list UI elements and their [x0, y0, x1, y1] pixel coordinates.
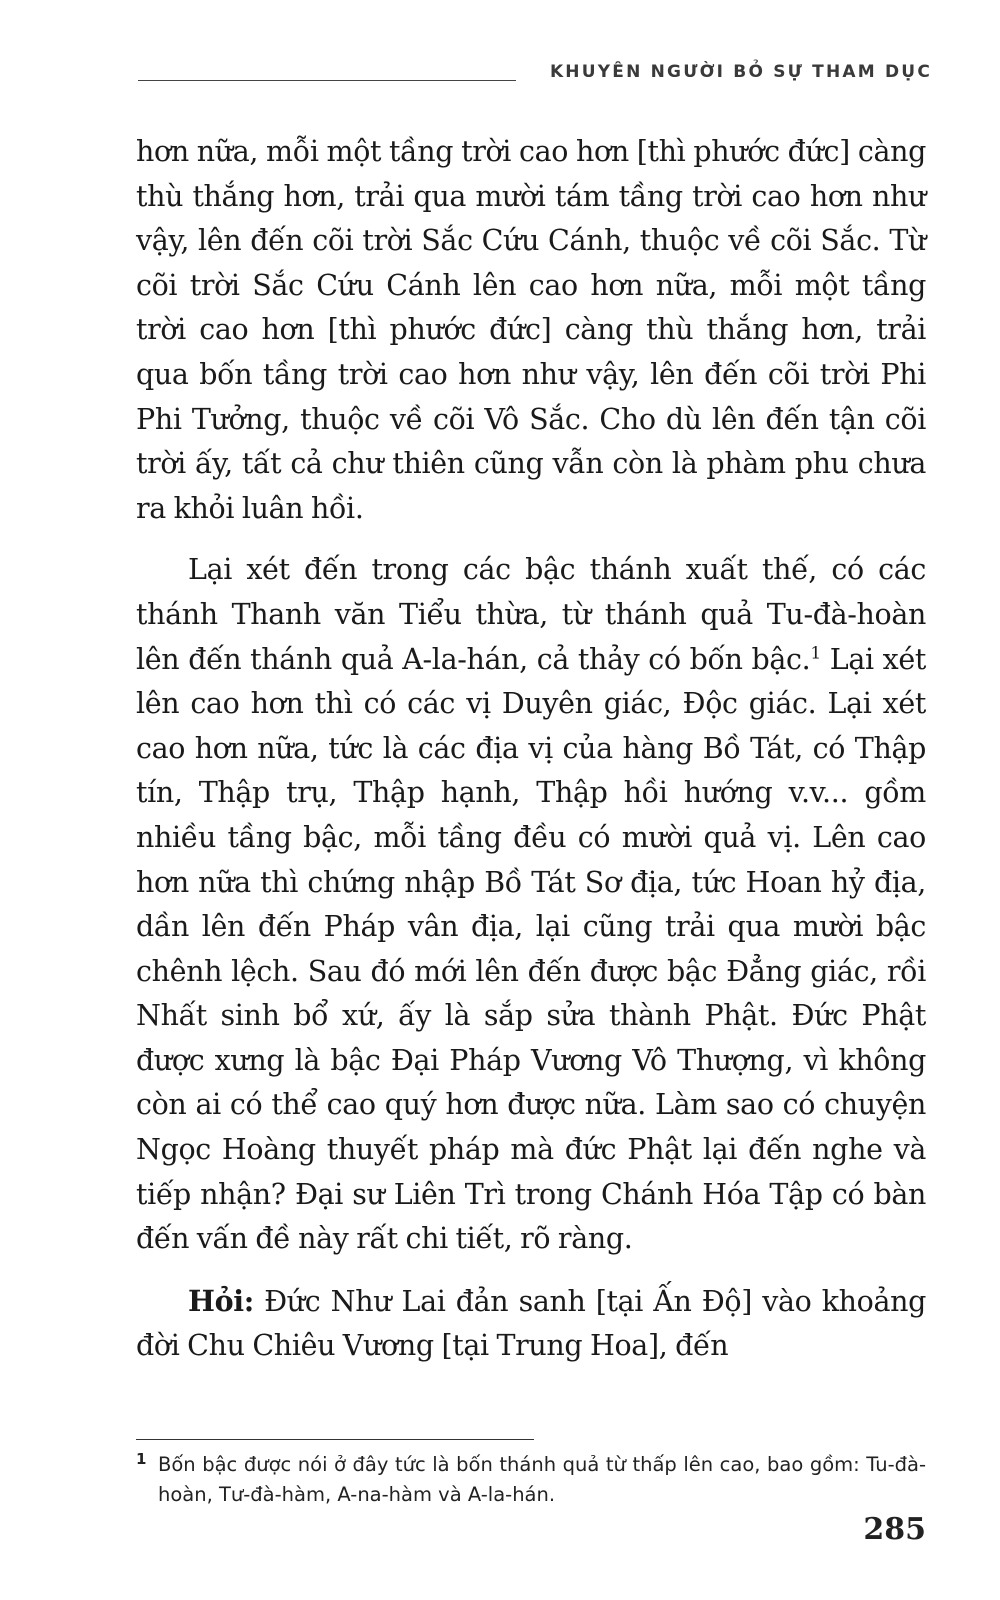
footnote-rule: [136, 1439, 534, 1440]
body-text: [136, 130, 926, 1369]
footnote-reference[interactable]: 1: [810, 643, 821, 664]
page-number: 285: [863, 1512, 926, 1547]
question-label: Hỏi:: [188, 1283, 254, 1318]
header-title: KHUYÊN NGƯỜI BỎ SỰ THAM DỤC: [549, 62, 932, 82]
footnote-text: Bốn bậc được nói ở đây tức là bốn thánh quả từ thấp lên cao, bao gồm: Tu-đà-hoàn, Tư-đà-hàm, A-na-hàm và A-la-hán.: [158, 1453, 926, 1506]
header-rule: [138, 80, 516, 81]
paragraph-1: hơn nữa, mỗi một tầng trời cao hơn [thì phước đức] càng thù thắng hơn, trải qua mười tám tầng trời cao hơn như vậy, lên đến cõi trời Sắc Cứu Cánh, thuộc về cõi Sắc. Từ cõi trời Sắc Cứu Cánh lên cao hơn nữa, mỗi một tầng trời cao hơn [thì phước đức] càng thù thắng hơn, trải qua bốn tầng trời cao hơn như vậy, lên đến cõi trời Phi Phi Tưởng, thuộc về cõi Vô Sắc. Cho dù lên đến tận cõi trời ấy, tất cả chư thiên cũng vẫn còn là phàm phu chưa ra khỏi luân hồi.: [136, 135, 926, 525]
paragraph-2-text-after: Lại xét lên cao hơn thì có các vị Duyên giác, Độc giác. Lại xét cao hơn nữa, tức là các địa vị của hàng Bồ Tát, có Thập tín, Thập trụ, Thập hạnh, Thập hồi hướng v.v... gồm nhiều tầng bậc, mỗi tầng đều có mười quả vị. Lên cao hơn nữa thì chứng nhập Bồ Tát Sơ địa, tức Hoan hỷ địa, dần lên đến Pháp vân địa, lại cũng trải qua mười bậc chênh lệch. Sau đó mới lên đến được bậc Đẳng giác, rồi Nhất sinh bổ xứ, ấy là sắp sửa thành Phật. Đức Phật được xưng là bậc Đại Pháp Vương Vô Thượng, vì không còn ai có thể cao quý hơn được nữa. Làm sao có chuyện Ngọc Hoàng thuyết pháp mà đức Phật lại đến nghe và tiếp nhận? Đại sư Liên Trì trong Chánh Hóa Tập có bàn đến vấn đề này rất chi tiết, rõ ràng.: [136, 642, 926, 1256]
footnote: [136, 1450, 926, 1510]
paragraph-2-text-before: Lại xét đến trong các bậc thánh xuất thế, có các thánh Thanh văn Tiểu thừa, từ thánh quả Tu-đà-hoàn lên đến thánh quả A-la-hán, cả thảy có bốn bậc.: [136, 553, 926, 676]
footnote-mark: 1: [136, 1450, 147, 1468]
paragraph-3: [136, 1279, 926, 1369]
paragraph-2: [136, 548, 926, 1262]
running-header: [138, 58, 932, 88]
paragraph-3-text: Đức Như Lai đản sanh [tại Ấn Độ] vào khoảng đời Chu Chiêu Vương [tại Trung Hoa], đến: [136, 1284, 926, 1363]
